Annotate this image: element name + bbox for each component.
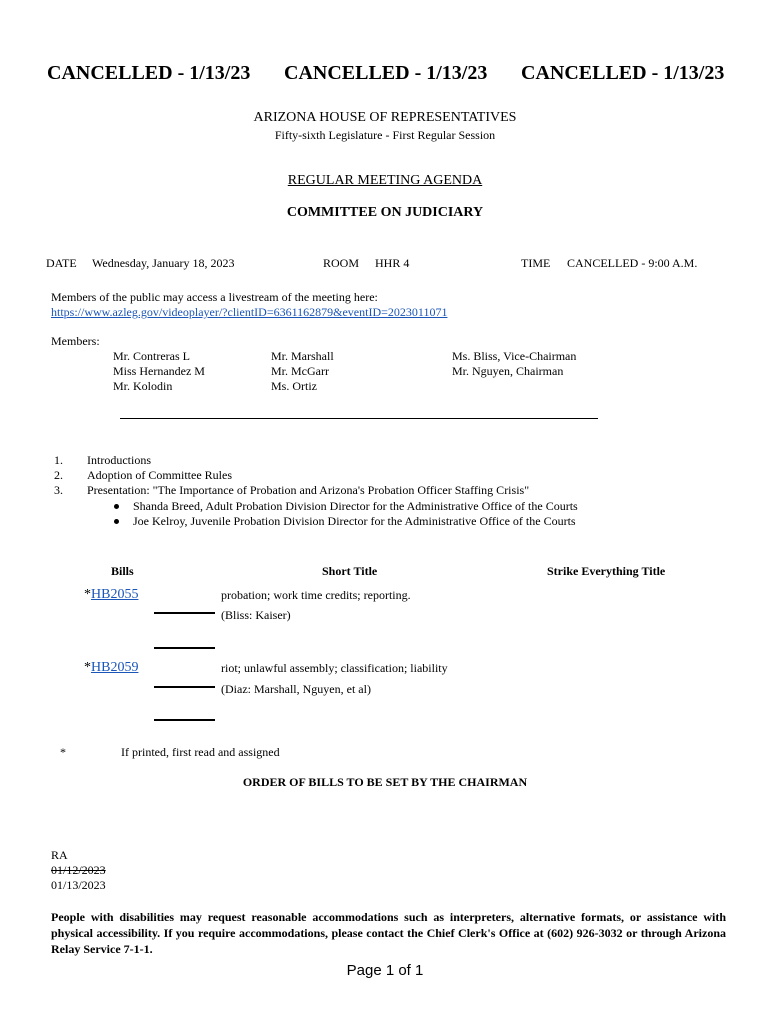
presenter: Shanda Breed, Adult Probation Division Director for the Administrative Office of the Courts (133, 499, 578, 513)
cancelled-banner-2: CANCELLED - 1/13/23 (284, 62, 488, 84)
bill-link[interactable]: HB2055 (91, 587, 139, 602)
member: Ms. Ortiz (271, 379, 317, 393)
blank-line (154, 612, 215, 614)
bill-short-title: riot; unlawful assembly; classification; liability (221, 661, 448, 675)
room-label: ROOM (323, 256, 360, 270)
date-value: Wednesday, January 18, 2023 (92, 256, 235, 270)
cancelled-banner-1: CANCELLED - 1/13/23 (47, 62, 251, 84)
org-name: ARIZONA HOUSE OF REPRESENTATIVES (253, 110, 517, 125)
old-date: 01/12/2023 (51, 863, 106, 877)
member: Miss Hernandez M (113, 364, 205, 378)
room-value: HHR 4 (375, 256, 410, 270)
agenda-title: REGULAR MEETING AGENDA (287, 173, 483, 188)
bill-star: * (84, 660, 91, 675)
member: Mr. McGarr (271, 364, 329, 378)
livestream-link[interactable]: https://www.azleg.gov/videoplayer/?clientID=6361162879&eventID=2023011071 (51, 305, 448, 319)
agenda-item-number: 1. (54, 453, 63, 467)
member: Mr. Contreras L (113, 349, 190, 363)
session-name: Fifty-sixth Legislature - First Regular Session (274, 128, 496, 142)
footnote-text: If printed, first read and assigned (121, 745, 280, 759)
agenda-item-text: Introductions (87, 453, 151, 467)
time-value: CANCELLED - 9:00 A.M. (567, 256, 698, 270)
order-note: ORDER OF BILLS TO BE SET BY THE CHAIRMAN (242, 775, 528, 789)
short-title-header: Short Title (322, 564, 378, 578)
agenda-item-text: Adoption of Committee Rules (87, 468, 232, 482)
bill-sponsor: (Diaz: Marshall, Nguyen, et al) (221, 682, 371, 696)
cancelled-banner-3: CANCELLED - 1/13/23 (521, 62, 725, 84)
revised-date: 01/13/2023 (51, 878, 106, 892)
bill-sponsor: (Bliss: Kaiser) (221, 608, 291, 622)
presenter: Joe Kelroy, Juvenile Probation Division Director for the Administrative Office of the Courts (133, 514, 576, 528)
member: Mr. Marshall (271, 349, 334, 363)
blank-line (154, 647, 215, 649)
blank-line (154, 719, 215, 721)
page-number: Page 1 of 1 (346, 962, 424, 979)
footnote-star: * (60, 745, 66, 759)
initials: RA (51, 848, 68, 862)
bills-header: Bills (111, 564, 134, 578)
bill-star: * (84, 587, 91, 602)
strike-title-header: Strike Everything Title (547, 564, 666, 578)
time-label: TIME (521, 256, 551, 270)
blank-line (154, 686, 215, 688)
bill-short-title: probation; work time credits; reporting. (221, 588, 411, 602)
date-label: DATE (46, 256, 77, 270)
member: Mr. Nguyen, Chairman (452, 364, 564, 378)
bill-link[interactable]: HB2059 (91, 660, 139, 675)
agenda-item-number: 2. (54, 468, 63, 482)
members-label: Members: (51, 334, 100, 348)
committee-name: COMMITTEE ON JUDICIARY (286, 205, 484, 220)
member: Ms. Bliss, Vice-Chairman (452, 349, 577, 363)
agenda-item-number: 3. (54, 483, 63, 497)
agenda-item-text: Presentation: "The Importance of Probation and Arizona's Probation Officer Staffing Crisis" (87, 483, 530, 497)
member: Mr. Kolodin (113, 379, 173, 393)
livestream-text: Members of the public may access a livestream of the meeting here: (51, 290, 378, 304)
bullet-icon (114, 504, 119, 509)
bullet-icon (114, 519, 119, 524)
divider-line (120, 418, 598, 419)
accessibility-notice: People with disabilities may request reasonable accommodations such as interpreters, alternative formats, or assistance with physical accessibility. If you require accommodations, please contact the Chief Clerk's Office at (602) 926-3032 or through Arizona Relay Service 7-1-1. (51, 910, 726, 956)
